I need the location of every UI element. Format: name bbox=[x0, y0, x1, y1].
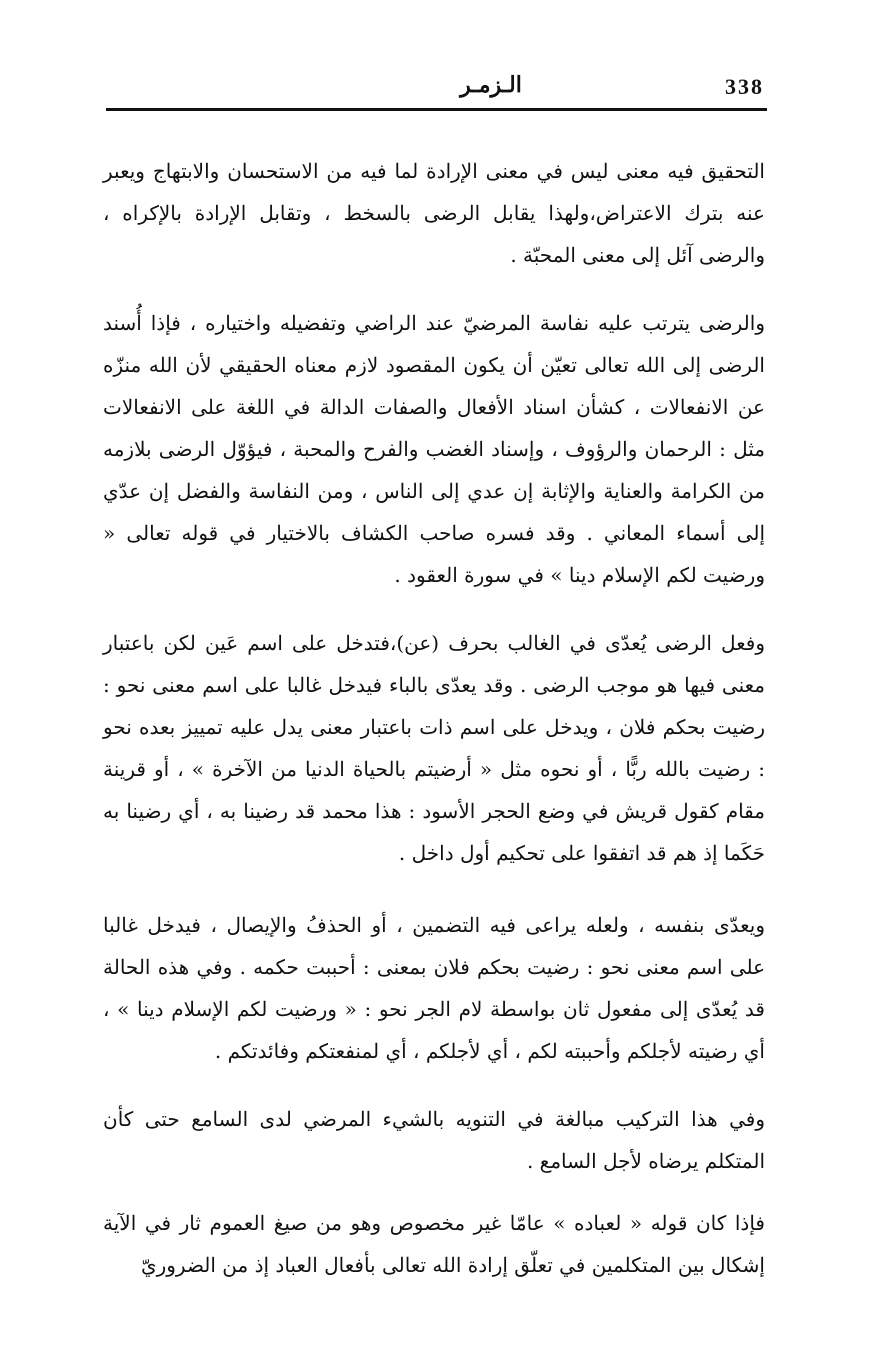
paragraph: وفعل الرضى يُعدّى في الغالب بحرف (عن)،فتدخل على اسم عَين لكن باعتبار معنى فيها هو موجب الرضى . وقد يعدّى بالباء فيدخل غالبا على اسم معنى نحو : رضيت بحكم فلان ، ويدخل على اسم ذات باعتبار معنى يدل عليه تمييز بعده نحو : رضيت بالله ربًّا ، أو نحوه مثل « أرضيتم بالحياة الدنيا من الآخرة » ، أو قرينة مقام كقول قريش في وضع الحجر الأسود : هذا محمد قد رضينا به ، أي رضينا به حَكَما إذ هم قد اتفقوا على تحكيم أول داخل . bbox=[103, 631, 765, 865]
paragraph: وفي هذا التركيب مبالغة في التنويه بالشيء المرضي لدى السامع حتى كأن المتكلم يرضاه لأجل السامع . bbox=[103, 1107, 765, 1173]
header-rule bbox=[106, 108, 767, 111]
paragraph: والرضى يترتب عليه نفاسة المرضيّ عند الراضي وتفضيله واختياره ، فإذا أُسند الرضى إلى الله تعالى تعيّن أن يكون المقصود لازم معناه الحقيقي لأن الله منزّه عن الانفعالات ، كشأن اسناد الأفعال والصفات الدالة في اللغة على الانفعالات مثل : الرحمان والرؤوف ، وإسناد الغضب والفرح والمحبة ، فيؤوّل الرضى بلازمه من الكرامة والعناية والإثابة إن عدي إلى الناس ، ومن النفاسة والفضل إن عدّي إلى أسماء المعاني . وقد فسره صاحب الكشاف بالاختيار في قوله تعالى « ورضيت لكم الإسلام دينا » في سورة العقود . bbox=[103, 311, 765, 587]
page-header bbox=[106, 70, 766, 104]
page-number: 338 bbox=[725, 74, 764, 99]
paragraph: ويعدّى بنفسه ، ولعله يراعى فيه التضمين ، أو الحذفُ والإيصال ، فيدخل غالبا على اسم معنى نحو : رضيت بحكم فلان بمعنى : أحببت حكمه . وفي هذه الحالة قد يُعدّى إلى مفعول ثان بواسطة لام الجر نحو : « ورضيت لكم الإسلام دينا » ، أي رضيته لأجلكم وأحببته لكم ، أي لأجلكم ، أي لمنفعتكم وفائدتكم . bbox=[103, 913, 765, 1063]
page-body bbox=[103, 150, 765, 1286]
paragraph: فإذا كان قوله « لعباده » عامّا غير مخصوص وهو من صيغ العموم ثار في الآية إشكال بين المتكلمين في تعلّق إرادة الله تعالى بأفعال العباد إذ من الضروريّ bbox=[103, 1211, 765, 1277]
running-title: الـزمـر bbox=[460, 72, 522, 98]
paragraph: التحقيق فيه معنى ليس في معنى الإرادة لما فيه من الاستحسان والابتهاج ويعبر عنه بترك الاعتراض،ولهذا يقابل الرضى بالسخط ، وتقابل الإرادة بالإكراه ، والرضى آئل إلى معنى المحبّة . bbox=[103, 159, 765, 267]
